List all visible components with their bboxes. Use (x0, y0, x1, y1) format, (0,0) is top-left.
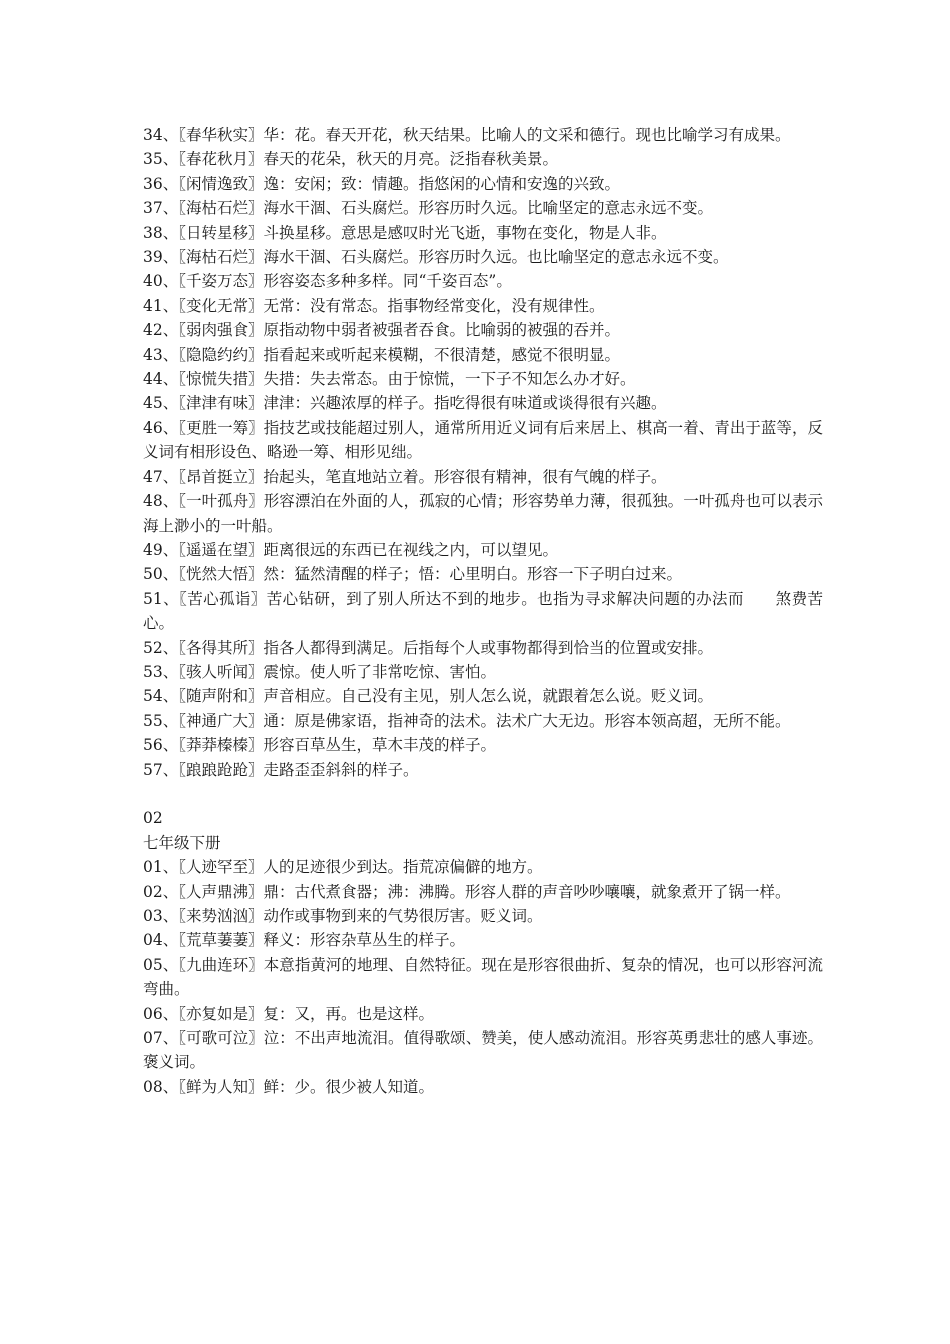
idiom-entry-41: 41、〖变化无常〗无常：没有常态。指事物经常变化，没有规律性。 (143, 296, 605, 315)
idiom-entry-48: 48、〖一叶孤舟〗形容漂泊在外面的人，孤寂的心情；形容势单力薄，很孤独。一叶孤舟也可以表示海上渺小的一叶船。 (143, 492, 823, 535)
idiom-entry-55: 55、〖神通广大〗通：原是佛家语，指神奇的法术。法术广大无边。形容本领高超，无所不能。 (143, 711, 791, 730)
idiom-list-section-2 (143, 806, 823, 1099)
idiom-entry-39: 39、〖海枯石烂〗海水干涸、石头腐烂。形容历时久远。也比喻坚定的意志永远不变。 (143, 248, 729, 267)
idiom-entry-02: 02、〖人声鼎沸〗鼎：古代煮食器；沸：沸腾。形容人群的声音吵吵嚷嚷，就象煮开了锅一样。 (143, 882, 791, 901)
idiom-entry-35: 35、〖春花秋月〗春天的花朵，秋天的月亮。泛指春秋美景。 (143, 150, 558, 169)
idiom-entry-34: 34、〖春华秋实〗华：花。春天开花，秋天结果。比喻人的文采和德行。现也比喻学习有成果。 (143, 126, 791, 144)
section-title: 七年级下册 (143, 833, 221, 852)
idiom-entry-37: 37、〖海枯石烂〗海水干涸、石头腐烂。形容历时久远。比喻坚定的意志永远不变。 (143, 199, 713, 218)
idiom-entry-50: 50、〖恍然大悟〗然：猛然清醒的样子；悟：心里明白。形容一下子明白过来。 (143, 565, 682, 584)
section-number: 02 (143, 809, 163, 828)
idiom-entry-47: 47、〖昂首挺立〗抬起头，笔直地站立着。形容很有精神，很有气魄的样子。 (143, 467, 667, 486)
idiom-entry-40: 40、〖千姿万态〗形容姿态多种多样。同“千姿百态”。 (143, 272, 512, 291)
idiom-entry-52: 52、〖各得其所〗指各人都得到满足。后指每个人或事物都得到恰当的位置或安排。 (143, 638, 713, 657)
idiom-entry-06: 06、〖亦复如是〗复：又，再。也是这样。 (143, 1004, 434, 1023)
idiom-entry-51: 51、〖苦心孤诣〗苦心钻研，到了别人所达不到的地步。也指为寻求解决问题的办法而 煞费苦心。 (143, 589, 823, 633)
idiom-entry-53: 53、〖骇人听闻〗震惊。使人听了非常吃惊、害怕。 (143, 662, 496, 681)
document-page (143, 123, 823, 1099)
idiom-entry-38: 38、〖日转星移〗斗换星移。意思是感叹时光飞逝，事物在变化，物是人非。 (143, 223, 667, 242)
idiom-entry-45: 45、〖津津有味〗津津：兴趣浓厚的样子。指吃得很有味道或谈得很有兴趣。 (143, 394, 667, 413)
idiom-entry-57: 57、〖踉踉跄跄〗走路歪歪斜斜的样子。 (143, 760, 419, 779)
idiom-entry-03: 03、〖来势汹汹〗动作或事物到来的气势很厉害。贬义词。 (143, 906, 543, 925)
idiom-entry-46: 46、〖更胜一筹〗指技艺或技能超过别人，通常所用近义词有后来居上、棋高一着、青出于蓝等，反义词有相形设色、略逊一筹、相形见绌。 (143, 418, 823, 462)
idiom-entry-08: 08、〖鲜为人知〗鲜：少。很少被人知道。 (143, 1077, 434, 1096)
section-gap (143, 782, 823, 806)
idiom-entry-05: 05、〖九曲连环〗本意指黄河的地理、自然特征。现在是形容很曲折、复杂的情况，也可以形容河流弯曲。 (143, 955, 823, 999)
idiom-entry-56: 56、〖莽莽榛榛〗形容百草丛生，草木丰茂的样子。 (143, 736, 496, 755)
idiom-entry-01: 01、〖人迹罕至〗人的足迹很少到达。指荒凉偏僻的地方。 (143, 858, 543, 877)
idiom-entry-42: 42、〖弱肉强食〗原指动物中弱者被强者吞食。比喻弱的被强的吞并。 (143, 321, 620, 340)
idiom-entry-04: 04、〖荒草萋萋〗释义：形容杂草丛生的样子。 (143, 931, 465, 950)
idiom-entry-54: 54、〖随声附和〗声音相应。自己没有主见，别人怎么说，就跟着怎么说。贬义词。 (143, 687, 713, 706)
idiom-entry-36: 36、〖闲情逸致〗逸：安闲；致：情趣。指悠闲的心情和安逸的兴致。 (143, 174, 620, 193)
idiom-entry-43: 43、〖隐隐约约〗指看起来或听起来模糊，不很清楚，感觉不很明显。 (143, 345, 620, 364)
idiom-entry-49: 49、〖遥遥在望〗距离很远的东西已在视线之内，可以望见。 (143, 540, 558, 559)
idiom-entry-07: 07、〖可歌可泣〗泣：不出声地流泪。值得歌颂、赞美，使人感动流泪。形容英勇悲壮的感人事迹。褒义词。 (143, 1029, 823, 1072)
idiom-list-section-1 (143, 123, 823, 782)
idiom-entry-44: 44、〖惊慌失措〗失措：失去常态。由于惊慌，一下子不知怎么办才好。 (143, 370, 636, 389)
